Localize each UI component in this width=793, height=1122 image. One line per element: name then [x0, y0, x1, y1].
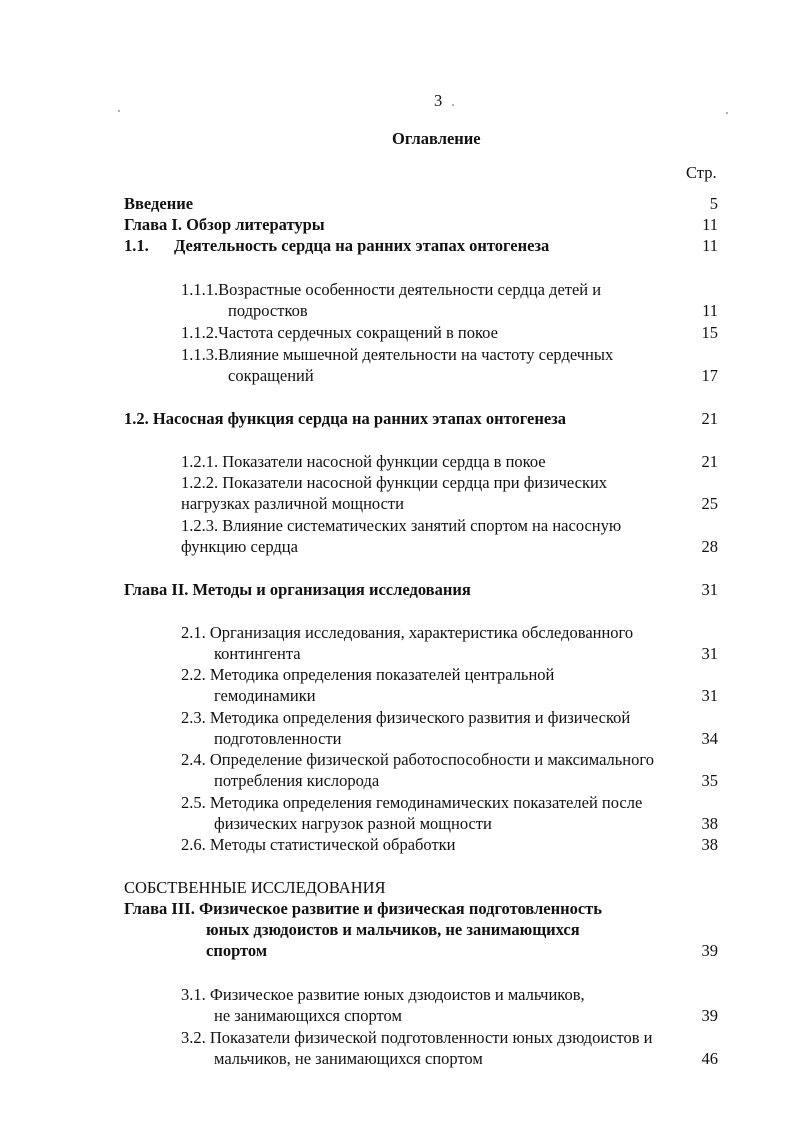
toc-entry-text: Деятельность сердца на ранних этапах онтогенеза [174, 236, 550, 255]
page-number: 3 [434, 91, 443, 110]
toc-entry-text: 3.1. Физическое развитие юных дзюдоистов и мальчиков, [181, 985, 585, 1004]
toc-entry-number: 1.1. [124, 236, 149, 255]
toc-entry-text: 1.2.2. Показатели насосной функции сердца при физических [181, 473, 608, 492]
toc-entry-text: Глава II. Методы и организация исследования [124, 580, 471, 599]
toc-entry-page: 46 [701, 1049, 718, 1068]
toc-entry-text: Глава I. Обзор литературы [124, 215, 325, 234]
toc-entry-text-continuation: сокращений [228, 366, 314, 385]
toc-entry-text-continuation: функцию сердца [181, 537, 298, 556]
toc-entry-text: 2.1. Организация исследования, характеристика обследованного [181, 623, 634, 642]
toc-entry-text: 2.4. Определение физической работоспособности и максимального [181, 750, 654, 769]
toc-entry-page: 39 [701, 941, 718, 960]
toc-entry-text: 2.3. Методика определения физического развития и физической [181, 708, 631, 727]
toc-title: Оглавление [392, 129, 481, 148]
page-column-label: Стр. [686, 163, 717, 182]
section-heading-own-research: СОБСТВЕННЫЕ ИССЛЕДОВАНИЯ [124, 878, 386, 897]
scan-speck [452, 104, 454, 106]
toc-entry-text-continuation: юных дзюдоистов и мальчиков, не занимающихся [206, 920, 580, 939]
toc-entry-text: 1.1.1.Возрастные особенности деятельности сердца детей и [181, 280, 602, 299]
toc-entry-page: 5 [709, 194, 718, 213]
toc-entry-text-continuation: не занимающихся спортом [214, 1006, 402, 1025]
toc-entry-text-continuation: спортом [206, 941, 268, 960]
toc-entry-page: 28 [701, 537, 718, 556]
toc-entry-text-continuation: мальчиков, не занимающихся спортом [214, 1049, 483, 1068]
toc-entry-page: 38 [701, 835, 718, 854]
toc-entry-page: 38 [701, 814, 718, 833]
scan-speck [118, 110, 120, 112]
toc-entry-page: 17 [701, 366, 718, 385]
toc-entry-page: 31 [701, 580, 718, 599]
toc-entry-page: 39 [701, 1006, 718, 1025]
toc-entry-text-continuation: подростков [228, 301, 308, 320]
toc-entry-text: 1.2. Насосная функция сердца на ранних этапах онтогенеза [124, 409, 567, 428]
toc-entry-text: 1.1.3.Влияние мышечной деятельности на частоту сердечных [181, 345, 614, 364]
scan-speck [726, 112, 728, 114]
toc-entry-text: Введение [124, 194, 194, 213]
toc-entry-page: 25 [701, 494, 718, 513]
toc-entry-text: 3.2. Показатели физической подготовленности юных дзюдоистов и [181, 1028, 653, 1047]
toc-entry-text-continuation: подготовленности [214, 729, 342, 748]
toc-entry-page: 11 [702, 236, 718, 255]
toc-entry-page: 21 [701, 409, 718, 428]
toc-entry-text: 2.2. Методика определения показателей центральной [181, 665, 555, 684]
toc-entry-page: 35 [701, 771, 718, 790]
toc-entry-text-continuation: контингента [214, 644, 301, 663]
toc-entry-page: 11 [702, 301, 718, 320]
toc-entry-text-continuation: физических нагрузок разной мощности [214, 814, 492, 833]
toc-entry-text-continuation: потребления кислорода [214, 771, 380, 790]
toc-entry-page: 21 [701, 452, 718, 471]
toc-entry-page: 34 [701, 729, 718, 748]
toc-entry-text: 2.6. Методы статистической обработки [181, 835, 456, 854]
toc-entry-text: 1.2.1. Показатели насосной функции сердца в покое [181, 452, 546, 471]
toc-entry-text: 1.2.3. Влияние систематических занятий спортом на насосную [181, 516, 622, 535]
toc-entry-page: 11 [702, 215, 718, 234]
toc-entry-text-continuation: нагрузках различной мощности [181, 494, 404, 513]
toc-entry-page: 31 [701, 686, 718, 705]
toc-entry-text-continuation: гемодинамики [214, 686, 316, 705]
toc-entry-text: 2.5. Методика определения гемодинамических показателей после [181, 793, 643, 812]
toc-entry-page: 31 [701, 644, 718, 663]
toc-entry-page: 15 [701, 323, 718, 342]
toc-entry-text: Глава III. Физическое развитие и физическая подготовленность [124, 899, 603, 918]
toc-entry-text: 1.1.2.Частота сердечных сокращений в покое [181, 323, 498, 342]
